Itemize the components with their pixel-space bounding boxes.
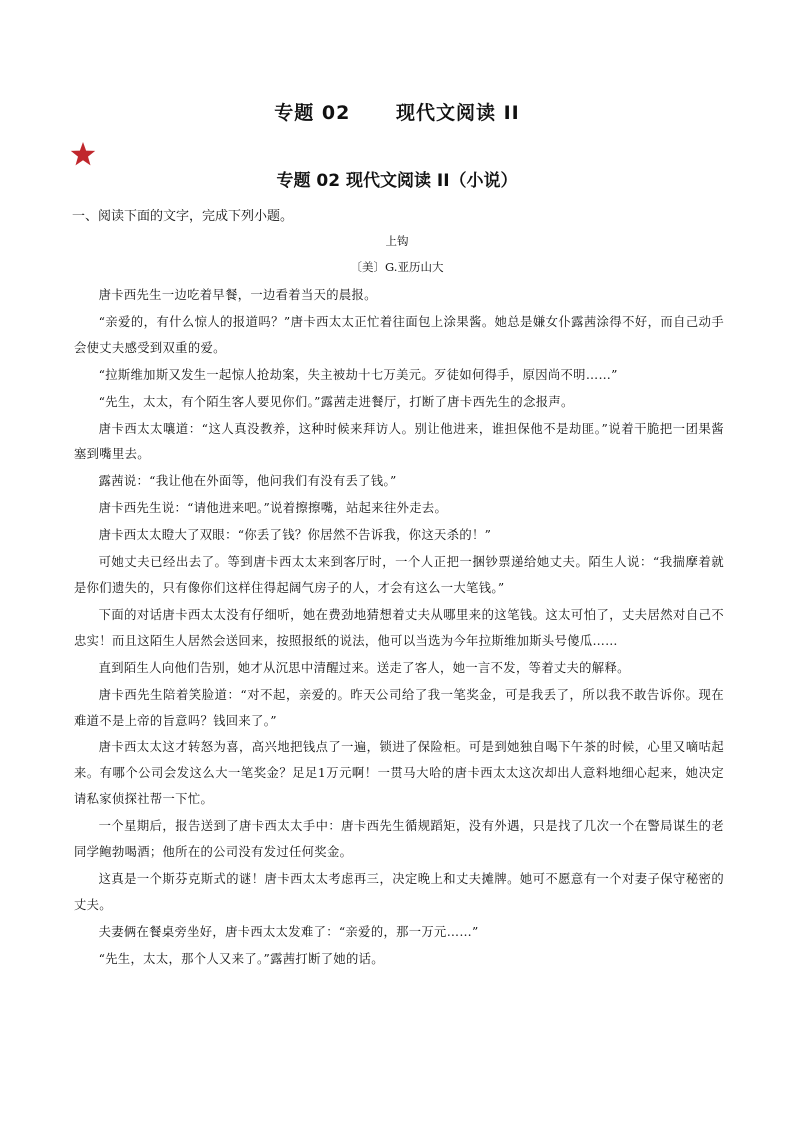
story-paragraph: 唐卡西太太嚷道：“这人真没教养，这种时候来拜访人。别让他进来，谁担保他不是劫匪。”说着干脆把一团果酱塞到嘴里去。 — [74, 421, 724, 462]
story-paragraph: 唐卡西太太这才转怒为喜，高兴地把钱点了一遍，锁进了保险柜。可是到她独自喝下午茶的时候，心里又嘀咕起来。有哪个公司会发这么大一笔奖金？足足1万元啊！一贯马大哈的唐卡西太太这次却出人意料地细心起来，她决定请私家侦探社帮一下忙。 — [74, 740, 724, 807]
star-shape — [71, 142, 95, 165]
story-body — [74, 283, 724, 974]
star-icon — [70, 141, 96, 167]
story-paragraph: 唐卡西先生陪着笑脸道：“对不起，亲爱的。昨天公司给了我一笔奖金，可是我丢了，所以我不敢告诉你。现在难道不是上帝的旨意吗？钱回来了。” — [74, 687, 724, 728]
story-paragraph: 一个星期后，报告送到了唐卡西太太手中：唐卡西先生循规蹈矩，没有外遇，只是找了几次一个在警局谋生的老同学鲍勃喝酒；他所在的公司没有发过任何奖金。 — [74, 819, 724, 860]
story-author: 〔美〕G.亚历山大 — [350, 260, 444, 274]
page-title: 专题 02 现代文阅读 II — [274, 102, 520, 124]
story-paragraph: “拉斯维加斯又发生一起惊人抢劫案，失主被劫十七万美元。歹徒如何得手，原因尚不明……” — [98, 367, 618, 382]
question-instruction: 一、阅读下面的文字，完成下列小题。 — [72, 209, 294, 224]
story-paragraph: “先生，太太，有个陌生客人要见你们。”露茜走进餐厅，打断了唐卡西先生的念报声。 — [98, 394, 574, 409]
story-paragraph: 这真是一个斯芬克斯式的谜！唐卡西太太考虑再三，决定晚上和丈夫摊牌。她可不愿意有一个对妻子保守秘密的丈夫。 — [74, 871, 724, 912]
story-paragraph: 可她丈夫已经出去了。等到唐卡西太太来到客厅时，一个人正把一捆钞票递给她丈夫。陌生人说：“我揣摩着就是你们遗失的，只有像你们这样住得起阔气房子的人，才会有这么一大笔钱。” — [74, 555, 724, 595]
story-title: 上钩 — [385, 234, 409, 248]
story-paragraph: “亲爱的，有什么惊人的报道吗？”唐卡西太太正忙着往面包上涂果酱。她总是嫌女仆露茜涂得不好，而自己动手会使丈夫感受到双重的爱。 — [74, 314, 724, 355]
section-title: 专题 02 现代文阅读 II（小说） — [276, 171, 518, 191]
story-paragraph: 露茜说：“我让他在外面等，他问我们有没有丢了钱。” — [98, 474, 397, 489]
story-paragraph: 下面的对话唐卡西太太没有仔细听，她在费劲地猜想着丈夫从哪里来的这笔钱。这太可怕了，丈夫居然对自己不忠实！而且这陌生人居然会送回来，按照报纸的说法，他可以当选为今年拉斯维加斯头号傻瓜…… — [74, 607, 724, 648]
story-paragraph: 直到陌生人向他们告别，她才从沉思中清醒过来。送走了客人，她一言不发，等着丈夫的解释。 — [98, 660, 630, 675]
story-paragraph: 夫妻俩在餐桌旁坐好，唐卡西太太发难了：“亲爱的，那一万元……” — [98, 924, 479, 939]
story-paragraph: “先生，太太，那个人又来了。”露茜打断了她的话。 — [98, 951, 384, 966]
story-paragraph: 唐卡西太太瞪大了双眼：“你丢了钱？你居然不告诉我，你这天杀的！” — [98, 528, 492, 543]
story-paragraph: 唐卡西先生一边吃着早餐，一边看着当天的晨报。 — [98, 288, 377, 302]
story-paragraph: 唐卡西先生说：“请他进来吧。”说着擦擦嘴，站起来往外走去。 — [98, 501, 448, 516]
